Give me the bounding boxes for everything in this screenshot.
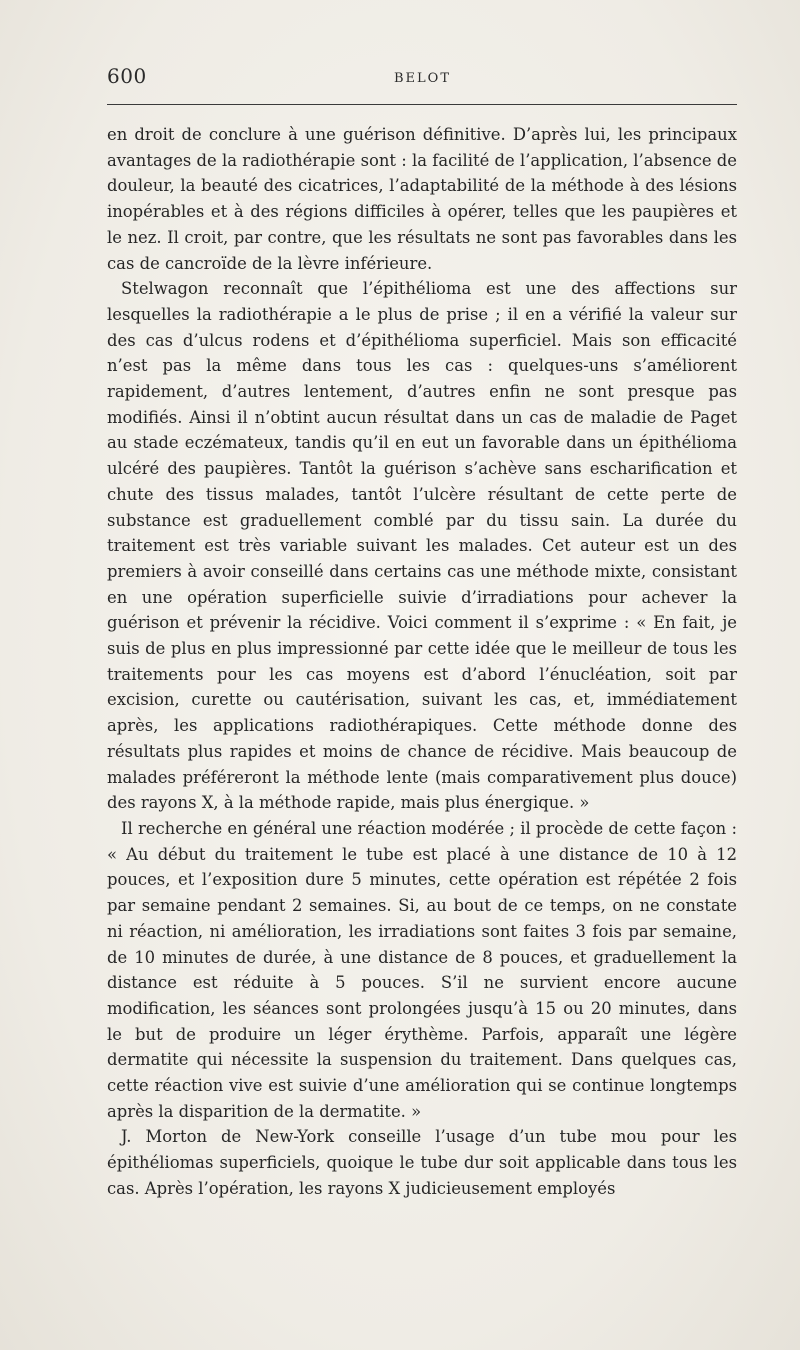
header-rule [107, 104, 737, 105]
body-text [107, 122, 737, 1202]
paragraph: en droit de conclure à une guérison définitive. D’après lui, les principaux avantages de la radiothérapie sont : la facilité de l’application, l’absence de douleur, la beauté des cicatrices, l’adaptabilité de la méthode à des lésions inopérables et à des régions difficiles à opérer, telles que les paupières et le nez. Il croit, par contre, que les résultats ne sont pas favorables dans les cas de cancroïde de la lèvre inférieure. [107, 125, 737, 273]
paragraph: Il recherche en général une réaction modérée ; il procède de cette façon : « Au début du traitement le tube est placé à une distance de 10 à 12 pouces, et l’exposition dure 5 minutes, cette opération est répétée 2 fois par semaine pendant 2 semaines. Si, au bout de ce temps, on ne constate ni réaction, ni amélioration, les irradiations sont faites 3 fois par semaine, de 10 minutes de durée, à une distance de 8 pouces, et graduellement la distance est réduite à 5 pouces. S’il ne survient encore aucune modification, les séances sont prolongées jusqu’à 15 ou 20 minutes, dans le but de produire un léger érythème. Parfois, apparaît une légère dermatite qui nécessite la suspension du traitement. Dans quelques cas, cette réaction vive est suivie d’une amélioration qui se continue longtemps après la disparition de la dermatite. » [107, 818, 737, 1121]
page-header [107, 64, 737, 94]
paragraph: J. Morton de New-York conseille l’usage d’un tube mou pour les épithéliomas superficiels, quoique le tube dur soit applicable dans tous les cas. Après l’opération, les rayons X judicieusement employés [107, 1127, 737, 1198]
running-head: BELOT [394, 71, 452, 86]
page-number: 600 [107, 64, 147, 88]
paragraph: Stelwagon reconnaît que l’épithélioma est une des affections sur lesquelles la radiothérapie a le plus de prise ; il en a vérifié la valeur sur des cas d’ulcus rodens et d’épithélioma superficiel. Mais son efficacité n’est pas la même dans tous les cas : quelques-uns s’améliorent rapidement, d’autres lentement, d’autres enfin ne sont presque pas modifiés. Ainsi il n’obtint aucun résultat dans un cas de maladie de Paget au stade eczémateux, tandis qu’il en eut un favorable dans un épithélioma ulcéré des paupières. Tantôt la guérison s’achève sans escharification et chute des tissus malades, tantôt l’ulcère résultant de cette perte de substance est graduellement comblé par du tissu sain. La durée du traitement est très variable suivant les malades. Cet auteur est un des premiers à avoir conseillé dans certains cas une méthode mixte, consistant en une opération superficielle suivie d’irradiations pour achever la guérison et prévenir la récidive. Voici comment il s’exprime : « En fait, je suis de plus en plus impressionné par cette idée que le meilleur de tous les traitements pour les cas moyens est d’abord l’énucléation, soit par excision, curette ou cautérisation, suivant les cas, et, immédiatement après, les applications radiothérapiques. Cette méthode donne des résultats plus rapides et moins de chance de récidive. Mais beaucoup de malades préféreront la méthode lente (mais comparativement plus douce) des rayons X, à la méthode rapide, mais plus énergique. » [107, 279, 737, 813]
